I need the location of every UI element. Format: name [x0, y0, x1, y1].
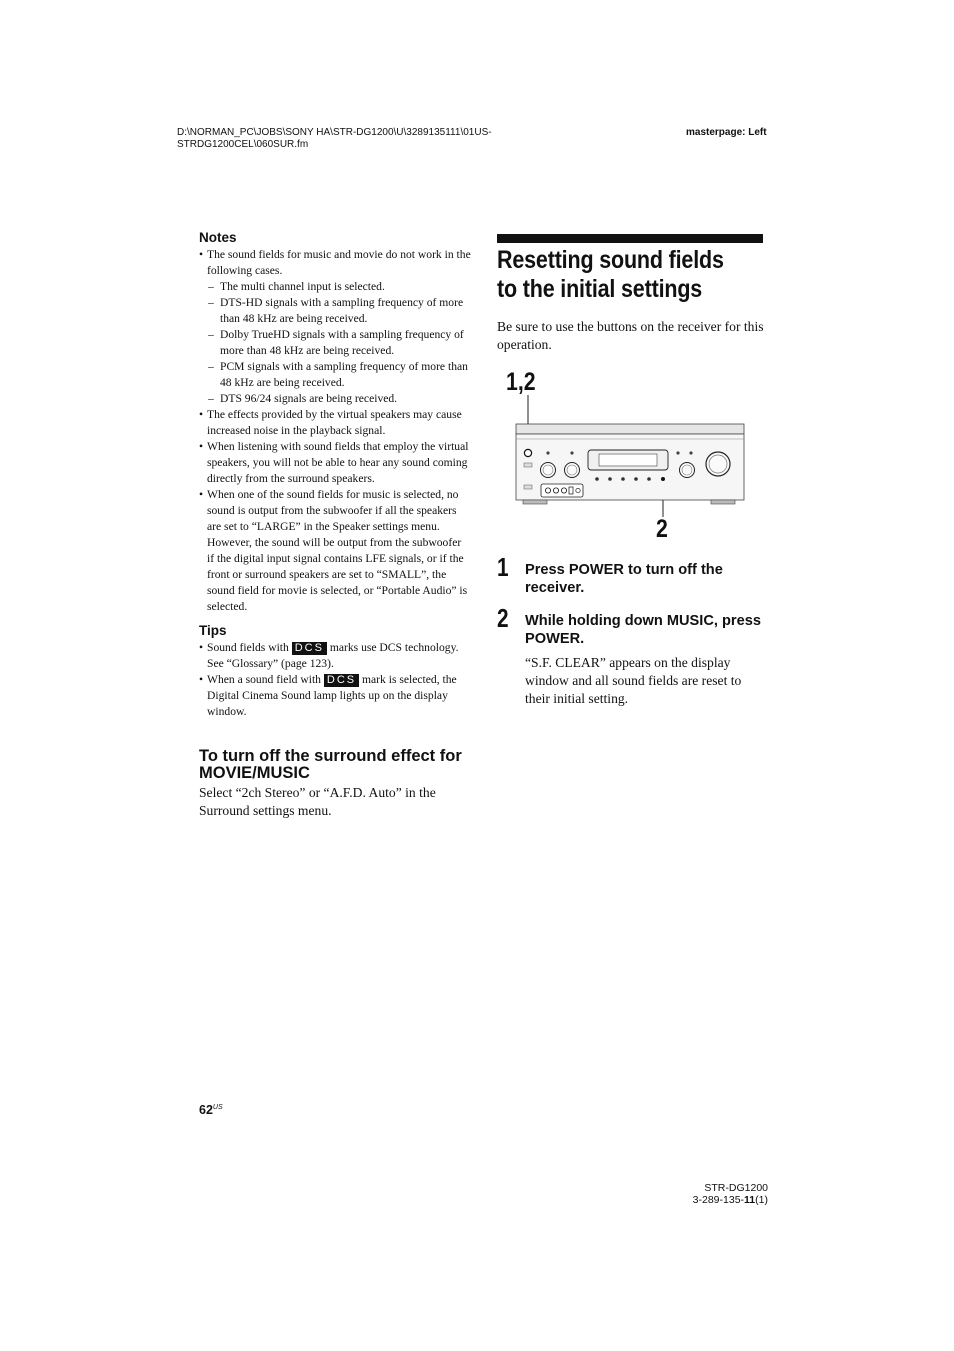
model-code: [640, 1194, 768, 1206]
receiver-top-lid: [516, 424, 744, 434]
masterpage-label: masterpage: Left: [686, 127, 767, 138]
left-column: [199, 230, 471, 820]
model-code-c: (1): [755, 1194, 768, 1206]
tip2-text-b: mark is selected, the Digital Cinema Sound lamp lights up on the display window.: [207, 673, 457, 718]
music-button: [661, 477, 665, 481]
callout-1-2: 1,2: [506, 368, 536, 396]
surround-off-heading: To turn off the surround effect for MOVIE/MUSIC: [199, 747, 462, 782]
list-item: • The sound fields for music and movie do not work in the following cases.: [199, 247, 471, 279]
page-number-value: 62: [199, 1103, 213, 1117]
callout-2: 2: [656, 515, 668, 543]
list-item: [199, 640, 471, 672]
model-name: STR-DG1200: [704, 1182, 768, 1194]
tip1-text-b: marks use DCS technology. See “Glossary” (page 123).: [207, 641, 459, 670]
receiver-foot-left: [523, 500, 547, 504]
list-item: – DTS 96/24 signals are being received.: [199, 391, 471, 407]
page-number-suffix: US: [212, 1104, 223, 1111]
tip1-text-a: Sound fields with: [207, 641, 292, 654]
tips-list: [199, 640, 471, 720]
tip2-text-a: When a sound field with: [207, 673, 324, 686]
model-info: [640, 1182, 768, 1206]
step-1-number: 1: [497, 552, 509, 582]
section-intro: Be sure to use the buttons on the receiver for this operation.: [497, 319, 764, 352]
file-path-line2: STRDG1200CEL\060SUR.fm: [177, 139, 309, 150]
model-code-a: 3-289-135-: [692, 1194, 745, 1206]
list-item: • When listening with sound fields that employ the virtual speakers, you will not be able to hear any sound coming directly from the surround speakers.: [199, 439, 471, 487]
phones-jack: [524, 485, 532, 489]
file-path: [177, 127, 577, 151]
step-2-body: “S.F. CLEAR” appears on the display window and all sound fields are reset to their initial setting.: [525, 655, 742, 706]
file-path-line1: D:\NORMAN_PC\JOBS\SONY HA\STR-DG1200\U\3289135111\01US-: [177, 127, 492, 138]
list-item: [199, 672, 471, 720]
list-item: – The multi channel input is selected.: [199, 279, 471, 295]
step-2-number: 2: [497, 603, 509, 633]
notes-heading: Notes: [199, 230, 237, 245]
list-item: – Dolby TrueHD signals with a sampling frequency of more than 48 kHz are being received.: [199, 327, 471, 359]
list-item: • The effects provided by the virtual speakers may cause increased noise in the playback signal.: [199, 407, 471, 439]
receiver-foot-right: [711, 500, 735, 504]
tips-heading: Tips: [199, 623, 227, 638]
notes-list: [199, 247, 471, 615]
standby-indicator: [524, 463, 532, 467]
section-title: Resetting sound fields to the initial settings: [497, 246, 724, 303]
list-item: • When one of the sound fields for music is selected, no sound is output from the subwoofer if all the speakers are set to “LARGE” in the Speaker settings menu. However, the sound will be output from the subwoofer if the digital input signal contains LFE signals, or if the front or surround speakers are set to “SMALL”, the sound field for movie is selected, or “Portable Audio” is selected.: [199, 487, 471, 615]
step-2-text: While holding down MUSIC, press POWER.: [525, 613, 761, 647]
step-1-text: Press POWER to turn off the receiver.: [525, 562, 723, 596]
section-rule: [497, 234, 763, 243]
receiver-front-panel-illustration: [515, 395, 747, 517]
power-button: [524, 449, 531, 456]
dcs-mark: DCS: [292, 642, 327, 655]
list-item: – PCM signals with a sampling frequency of more than 48 kHz are being received.: [199, 359, 471, 391]
master-volume-knob: [706, 452, 730, 476]
list-item: – DTS-HD signals with a sampling frequency of more than 48 kHz are being received.: [199, 295, 471, 327]
page-number: [199, 1103, 223, 1117]
surround-off-body: Select “2ch Stereo” or “A.F.D. Auto” in the Surround settings menu.: [199, 785, 436, 818]
model-code-b: 11: [744, 1194, 756, 1206]
dcs-mark: DCS: [324, 674, 359, 687]
